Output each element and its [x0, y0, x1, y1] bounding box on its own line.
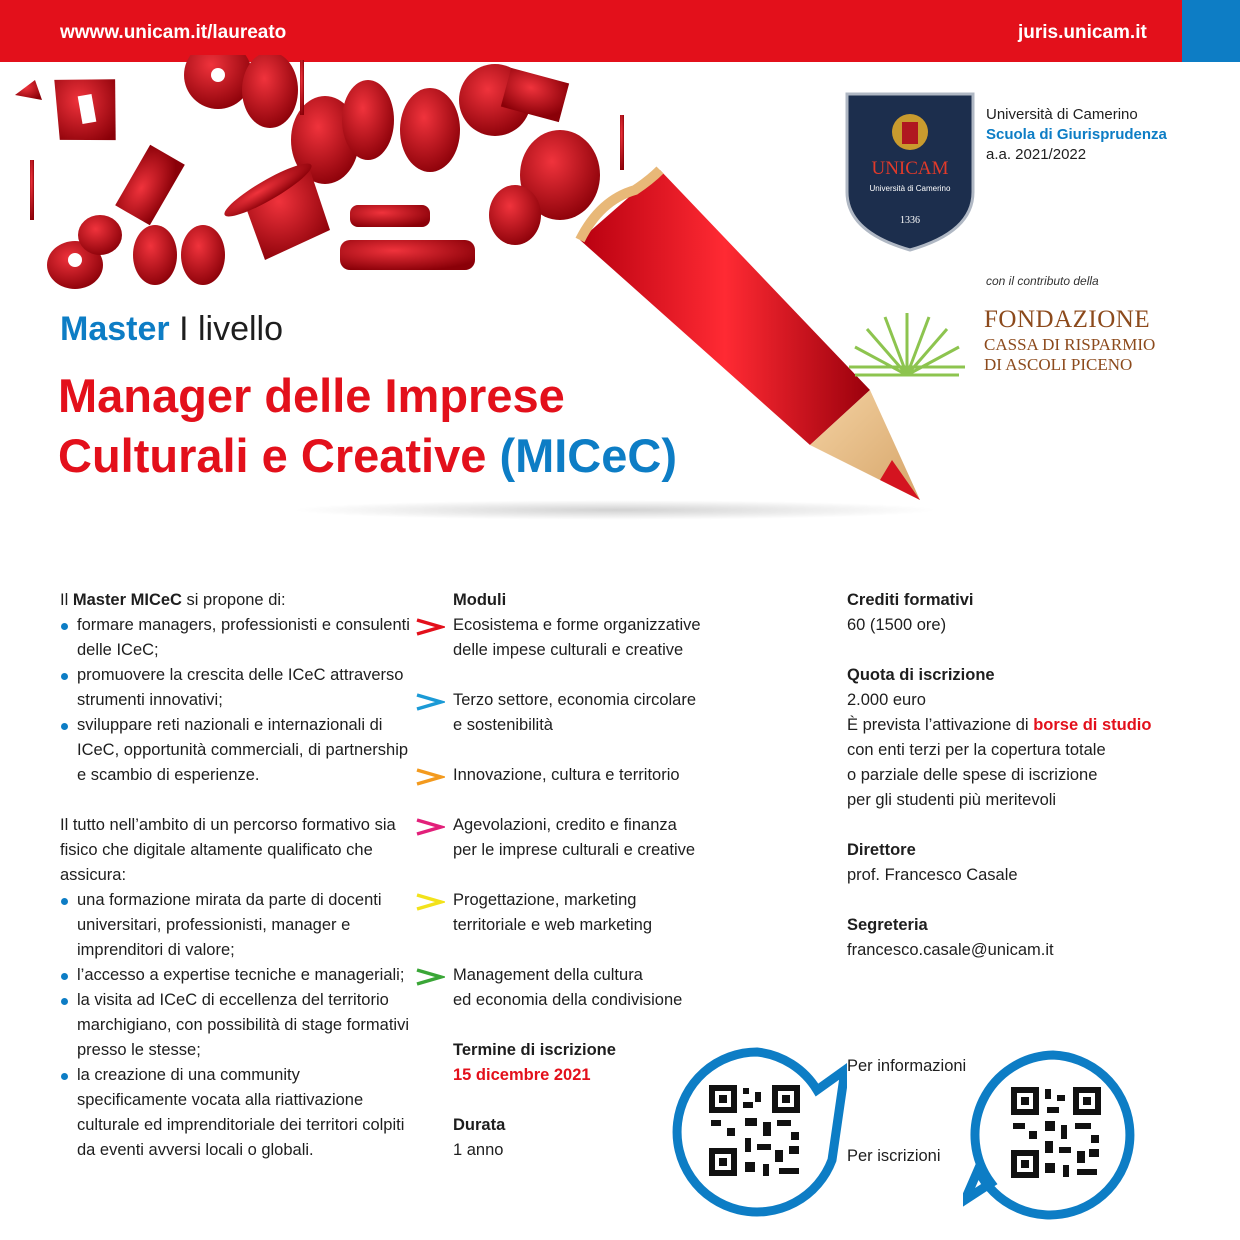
secretary-email[interactable]: francesco.casale@unicam.it	[847, 941, 1054, 959]
top-bar-accent	[1182, 0, 1240, 62]
credits-value: 60 (1500 ore)	[847, 616, 947, 634]
fondazione-line2: CASSA DI RISPARMIO	[984, 335, 1156, 354]
director-value: prof. Francesco Casale	[847, 866, 1018, 884]
school-name: Scuola di Giurisprudenza	[986, 126, 1167, 143]
qr-info-label: Per informazioni	[847, 1057, 967, 1075]
university-info	[986, 105, 1167, 165]
unicam-shield-logo	[845, 92, 975, 252]
qr-enroll-label: Per iscrizioni	[847, 1147, 941, 1165]
director-label: Direttore	[847, 841, 916, 859]
shield-year: 1336	[900, 215, 920, 226]
academic-year: a.a. 2021/2022	[986, 146, 1087, 163]
module-item: Ecosistema e forme organizzative delle impese culturali e creative	[453, 613, 753, 663]
guarantees-list	[60, 888, 410, 1163]
module-item: Terzo settore, economia circolare e sostenibilità	[453, 688, 753, 738]
module-item: Innovazione, cultura e territorio	[453, 763, 753, 788]
title-line1: Manager delle Imprese	[58, 369, 565, 422]
title-acronym: (MICeC)	[499, 429, 677, 482]
master-word: Master	[60, 310, 170, 348]
deadline-label: Termine di iscrizione	[453, 1041, 616, 1059]
list-item: promuovere la crescita delle ICeC attraverso strumenti innovativi;	[60, 663, 410, 713]
university-name: Università di Camerino	[986, 106, 1138, 123]
grant-text: È prevista l’attivazione di borse di studio	[847, 716, 1152, 734]
module-item: Management della cultura ed economia della condivisione	[453, 963, 753, 1013]
list-item: formare managers, professionisti e consulenti delle ICeC;	[60, 613, 410, 663]
duration-label: Durata	[453, 1116, 506, 1134]
shield-name: UNICAM	[871, 158, 949, 179]
list-item: l’accesso a expertise tecniche e manageriali;	[60, 963, 410, 988]
chevron-right-icon	[415, 892, 445, 912]
info-column: Crediti formativi 60 (1500 ore) Quota di iscrizione 2.000 euro È prevista l’attivazione di borse di studio con enti terzi per la copertura totale o parziale delle spese di iscrizione per gli studenti più meritevoli Direttore prof. Francesco Casale Segreteria francesco.casale@unicam.it	[847, 588, 1207, 963]
qr-code-info[interactable]	[667, 1040, 847, 1230]
fondazione-name	[984, 305, 1155, 375]
module-item: Agevolazioni, credito e finanza per le imprese culturali e creative	[453, 813, 753, 863]
objectives-column	[60, 588, 410, 1163]
shield-subtitle: Università di Camerino	[869, 184, 951, 193]
header-link-juris[interactable]: juris.unicam.it	[1018, 22, 1147, 43]
fee-label: Quota di iscrizione	[847, 666, 995, 684]
qr-code-enroll[interactable]	[963, 1045, 1143, 1225]
list-item: la visita ad ICeC di eccellenza del territorio marchigiano, con possibilità di stage formativi presso le stesse;	[60, 988, 410, 1063]
fondazione-line1: FONDAZIONE	[984, 306, 1151, 333]
credits-label: Crediti formativi	[847, 591, 974, 609]
chevron-right-icon	[415, 692, 445, 712]
sponsor-intro: con il contributo della	[986, 274, 1099, 288]
title-line2: Culturali e Creative	[58, 429, 487, 482]
deadline-value: 15 dicembre 2021	[453, 1066, 591, 1084]
chevron-right-icon	[415, 967, 445, 987]
duration-value: 1 anno	[453, 1141, 504, 1159]
fondazione-fan-logo	[845, 305, 970, 380]
chevron-right-icon	[415, 817, 445, 837]
header-link-laureato[interactable]: wwww.unicam.it/laureato	[60, 22, 287, 43]
secretary-label: Segreteria	[847, 916, 928, 934]
list-item: la creazione di una community specificamente vocata alla riattivazione culturale ed imprenditoriale dei territori colpiti da eventi avversi locali o globali.	[60, 1063, 410, 1163]
list-item: sviluppare reti nazionali e internazionali di ICeC, opportunità commerciali, di partnership e scambio di esperienze.	[60, 713, 410, 788]
list-item: una formazione mirata da parte di docenti universitari, professionisti, manager e imprenditori di valore;	[60, 888, 410, 963]
fondazione-line3: DI ASCOLI PICENO	[984, 355, 1133, 374]
chevron-right-icon	[415, 617, 445, 637]
master-level	[60, 310, 283, 349]
objectives-list	[60, 613, 410, 788]
objectives-intro: Il Master MICeC si propone di:	[60, 591, 286, 609]
chevron-right-icon	[415, 767, 445, 787]
modules-heading: Moduli	[453, 591, 507, 609]
page-title	[58, 366, 677, 486]
level-label: I livello	[179, 310, 283, 348]
module-item: Progettazione, marketing territoriale e web marketing	[453, 888, 753, 938]
guarantees-intro: Il tutto nell’ambito di un percorso formativo sia fisico che digitale altamente qualificato che assicura:	[60, 816, 396, 884]
fee-value: 2.000 euro	[847, 691, 926, 709]
